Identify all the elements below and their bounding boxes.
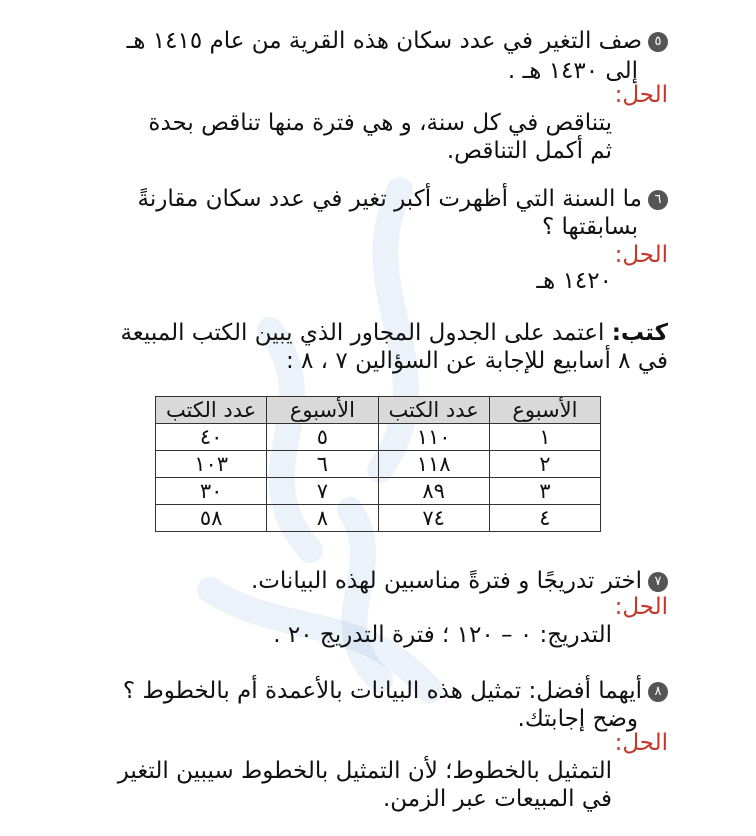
table-cell: ٧	[267, 478, 378, 505]
solution-text: ١٤٢٠ هـ	[536, 268, 612, 294]
solution-text: التدريج: ٠ – ١٢٠ ؛ فترة التدريج ٢٠ .	[273, 622, 612, 648]
table-row	[156, 505, 601, 532]
table-header: الأسبوع	[489, 397, 600, 424]
table-cell: ٣	[489, 478, 600, 505]
table-header-row	[156, 397, 601, 424]
question-6-line2: بسابقتها ؟	[541, 214, 638, 240]
question-7	[48, 566, 668, 596]
books-intro-line2: في ٨ أسابيع للإجابة عن السؤالين ٧ ، ٨ :	[285, 348, 668, 374]
question-number-badge: ٥	[648, 32, 668, 52]
question-8-line2: وضح إجابتك.	[517, 706, 638, 732]
question-6	[48, 184, 668, 214]
table-cell: ٧٤	[378, 505, 489, 532]
table-cell: ٨٩	[378, 478, 489, 505]
table-header: عدد الكتب	[156, 397, 267, 424]
question-text: اختر تدريجًا و فترةً مناسبين لهذه البيانات.	[250, 568, 642, 594]
table-cell: ٣٠	[156, 478, 267, 505]
books-intro	[48, 318, 668, 348]
solution-label: الحل:	[614, 242, 668, 268]
books-sales-table	[155, 396, 601, 532]
table-row	[156, 478, 601, 505]
table-cell: ٢	[489, 451, 600, 478]
table-cell: ٥٨	[156, 505, 267, 532]
table-cell: ١١٨	[378, 451, 489, 478]
table-header: الأسبوع	[267, 397, 378, 424]
solution-text: ثم أكمل التناقص.	[446, 138, 612, 164]
books-intro-text: اعتمد على الجدول المجاور الذي يبين الكتب المبيعة	[120, 320, 605, 346]
question-5-line2: إلى ١٤٣٠ هـ .	[507, 58, 638, 84]
table-row	[156, 424, 601, 451]
table-cell: ٥	[267, 424, 378, 451]
table-cell: ٤	[489, 505, 600, 532]
table-row	[156, 451, 601, 478]
table-cell: ١٠٣	[156, 451, 267, 478]
table-cell: ٦	[267, 451, 378, 478]
table-header: عدد الكتب	[378, 397, 489, 424]
solution-text: يتناقص في كل سنة، و هي فترة منها تناقص بحدة	[148, 110, 612, 136]
question-text: ما السنة التي أظهرت أكبر تغير في عدد سكان مقارنةً	[137, 186, 642, 212]
table-cell: ٨	[267, 505, 378, 532]
question-5	[48, 26, 668, 56]
question-text: أيهما أفضل: تمثيل هذه البيانات بالأعمدة أم بالخطوط ؟	[122, 678, 642, 704]
books-heading: كتب:	[611, 320, 668, 346]
solution-text: التمثيل بالخطوط؛ لأن التمثيل بالخطوط سيبين التغير	[117, 758, 612, 784]
table-cell: ١	[489, 424, 600, 451]
question-number-badge: ٨	[648, 682, 668, 702]
question-8	[48, 676, 668, 706]
solution-text: في المبيعات عبر الزمن.	[382, 786, 612, 812]
question-text: صف التغير في عدد سكان هذه القرية من عام ١٤١٥ هـ	[126, 28, 642, 54]
table-cell: ١١٠	[378, 424, 489, 451]
question-number-badge: ٦	[648, 190, 668, 210]
table-cell: ٤٠	[156, 424, 267, 451]
solution-label: الحل:	[614, 82, 668, 108]
question-number-badge: ٧	[648, 572, 668, 592]
solution-label: الحل:	[614, 730, 668, 756]
solution-label: الحل:	[614, 594, 668, 620]
